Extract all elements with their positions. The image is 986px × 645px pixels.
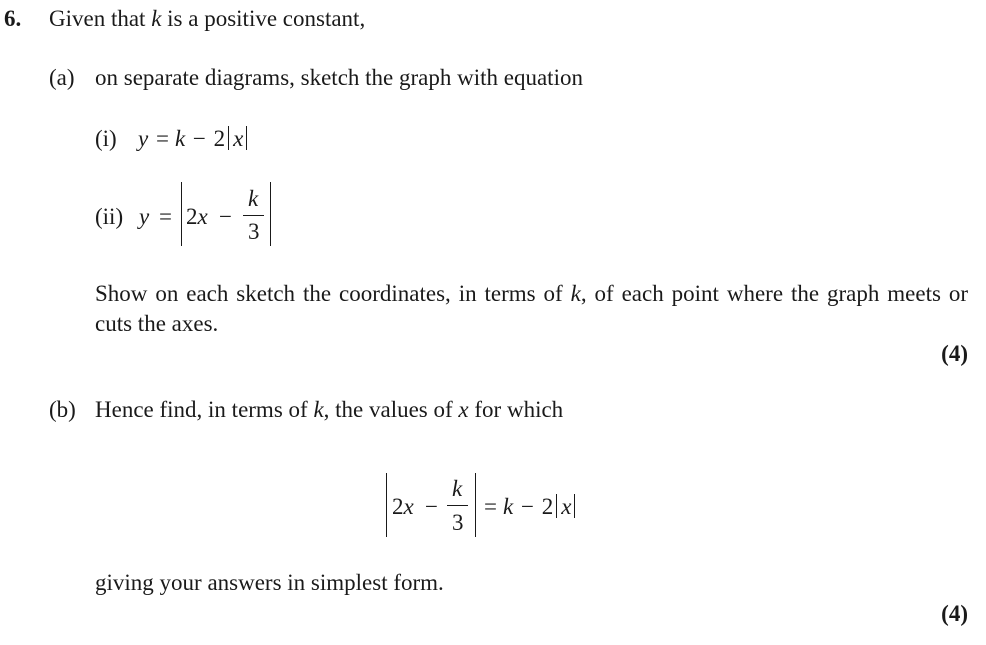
part-a-label: (a) xyxy=(49,65,75,90)
eq-ii-numerator: k xyxy=(248,186,259,211)
eq-i-equals: = xyxy=(155,126,169,151)
eq-i-k: k xyxy=(174,126,186,151)
part-b-text-3: for which xyxy=(468,397,564,422)
part-a-marks: (4) xyxy=(941,341,968,366)
intro-suffix: is a positive constant, xyxy=(161,6,366,31)
eq-ii-abs-close xyxy=(270,182,271,246)
eq-b-equals: = xyxy=(484,494,497,519)
sub-ii-label: (ii) xyxy=(95,204,124,229)
part-b-label: (b) xyxy=(49,397,76,422)
eq-ii-equals: = xyxy=(159,204,172,229)
eq-b-abs-close xyxy=(475,473,476,537)
eq-i-x: x xyxy=(233,126,244,151)
part-a-instruction xyxy=(95,279,968,339)
eq-ii-minus: − xyxy=(219,204,232,229)
part-b-variable-x: x xyxy=(458,397,469,422)
part-b-text-2: , the values of xyxy=(323,397,459,422)
intro-variable-k: k xyxy=(151,6,162,31)
sub-i-label: (i) xyxy=(95,126,117,151)
eq-b-rhs xyxy=(484,494,576,520)
eq-b-abs-x-open xyxy=(556,494,558,518)
eq-i-y: y xyxy=(138,126,149,151)
eq-ii-fraction-bar xyxy=(243,215,264,216)
eq-b-abs-x-close xyxy=(574,494,576,518)
eq-ii-denominator: 3 xyxy=(248,219,260,244)
eq-b-abs-open xyxy=(386,473,387,537)
eq-b-x2: x xyxy=(561,494,572,519)
eq-b-x: x xyxy=(403,494,414,519)
eq-b-coefficient: 2 xyxy=(541,494,554,519)
eq-i-minus: − xyxy=(192,126,206,151)
eq-ii-two: 2 xyxy=(186,204,198,229)
eq-ii-x: x xyxy=(197,204,208,229)
part-b-closing: giving your answers in simplest form. xyxy=(95,570,444,595)
part-b-variable-k: k xyxy=(313,397,324,422)
eq-b-denominator: 3 xyxy=(452,510,464,535)
eq-i-abs-open xyxy=(228,126,230,150)
intro-prefix: Given that xyxy=(49,6,152,31)
eq-b-fraction-bar xyxy=(447,505,468,506)
question-number: 6. xyxy=(4,6,22,31)
eq-ii-abs-open xyxy=(181,182,182,246)
instruction-part2: , of each point where the graph meets or cuts the axes. xyxy=(95,281,969,336)
eq-ii-term xyxy=(186,204,208,230)
instruction-variable-k: k xyxy=(570,281,581,306)
instruction-part1: Show on each sketch the coordinates, in terms of xyxy=(95,281,571,306)
eq-b-k: k xyxy=(502,494,514,519)
eq-b-term xyxy=(392,494,414,520)
eq-ii-y: y xyxy=(139,204,150,229)
part-b-text xyxy=(95,397,563,423)
part-b-text-1: Hence find, in terms of xyxy=(95,397,314,422)
eq-i-abs-close xyxy=(246,126,248,150)
eq-b-minus: − xyxy=(425,494,438,519)
question-intro xyxy=(49,6,365,32)
equation-i xyxy=(138,126,248,156)
part-b-marks: (4) xyxy=(941,601,968,626)
eq-i-coefficient: 2 xyxy=(213,126,226,151)
eq-b-two: 2 xyxy=(392,494,404,519)
eq-b-minus2: − xyxy=(520,494,534,519)
part-a-text: on separate diagrams, sketch the graph with equation xyxy=(95,65,583,90)
eq-b-numerator: k xyxy=(452,476,463,501)
